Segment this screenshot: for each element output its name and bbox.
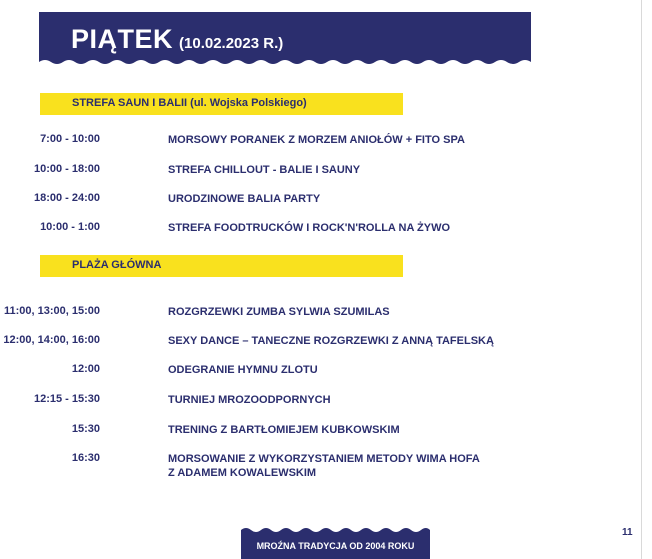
time-label: 16:30 <box>71 452 100 464</box>
event-label: URODZINOWE BALIA PARTY <box>168 193 321 205</box>
page-title <box>71 24 283 55</box>
header-banner <box>39 12 531 68</box>
day-title: PIĄTEK <box>71 24 174 54</box>
section-label-saun <box>40 93 403 115</box>
event-label: ODEGRANIE HYMNU ZLOTU <box>168 364 318 376</box>
event-label: STREFA CHILLOUT - BALIE I SAUNY <box>168 164 361 176</box>
page-number: 11 <box>622 527 633 538</box>
time-label: 11:00, 13:00, 15:00 <box>3 305 100 317</box>
time-label: 7:00 - 10:00 <box>40 133 100 145</box>
event-label: MORSOWY PORANEK Z MORZEM ANIOŁÓW + FITO SPA <box>168 134 465 146</box>
event-label: SEXY DANCE – TANECZNE ROZGRZEWKI Z ANNĄ TAFELSKĄ <box>168 335 494 347</box>
event-label: TRENING Z BARTŁOMIEJEM KUBKOWSKIM <box>168 424 400 436</box>
section-label-plaza <box>40 255 403 277</box>
time-label: 12:15 - 15:30 <box>33 393 100 405</box>
section-title: PLAŻA GŁÓWNA <box>72 259 162 271</box>
time-label: 18:00 - 24:00 <box>33 192 100 204</box>
event-label: STREFA FOODTRUCKÓW I ROCK'N'ROLLA NA ŻYWO <box>168 222 451 234</box>
footer-banner <box>241 526 430 559</box>
section-title: STREFA SAUN I BALII (ul. Wojska Polskiego) <box>72 97 307 109</box>
time-label: 10:00 - 1:00 <box>40 221 100 233</box>
time-label: 12:00 <box>71 363 100 375</box>
event-label: ROZGRZEWKI ZUMBA SYLWIA SZUMILAS <box>168 306 390 318</box>
time-label: 10:00 - 18:00 <box>33 163 100 175</box>
event-label: MORSOWANIE Z WYKORZYSTANIEM METODY WIMA HOFA Z ADAMEM KOWALEWSKIM <box>168 453 480 479</box>
time-label: 15:30 <box>71 423 100 435</box>
event-label: TURNIEJ MROZOODPORNYCH <box>168 394 331 406</box>
footer-tagline: MROŹNA TRADYCJA OD 2004 ROKU <box>256 541 415 551</box>
time-label: 12:00, 14:00, 16:00 <box>3 334 100 346</box>
date-label: (10.02.2023 R.) <box>179 35 284 52</box>
